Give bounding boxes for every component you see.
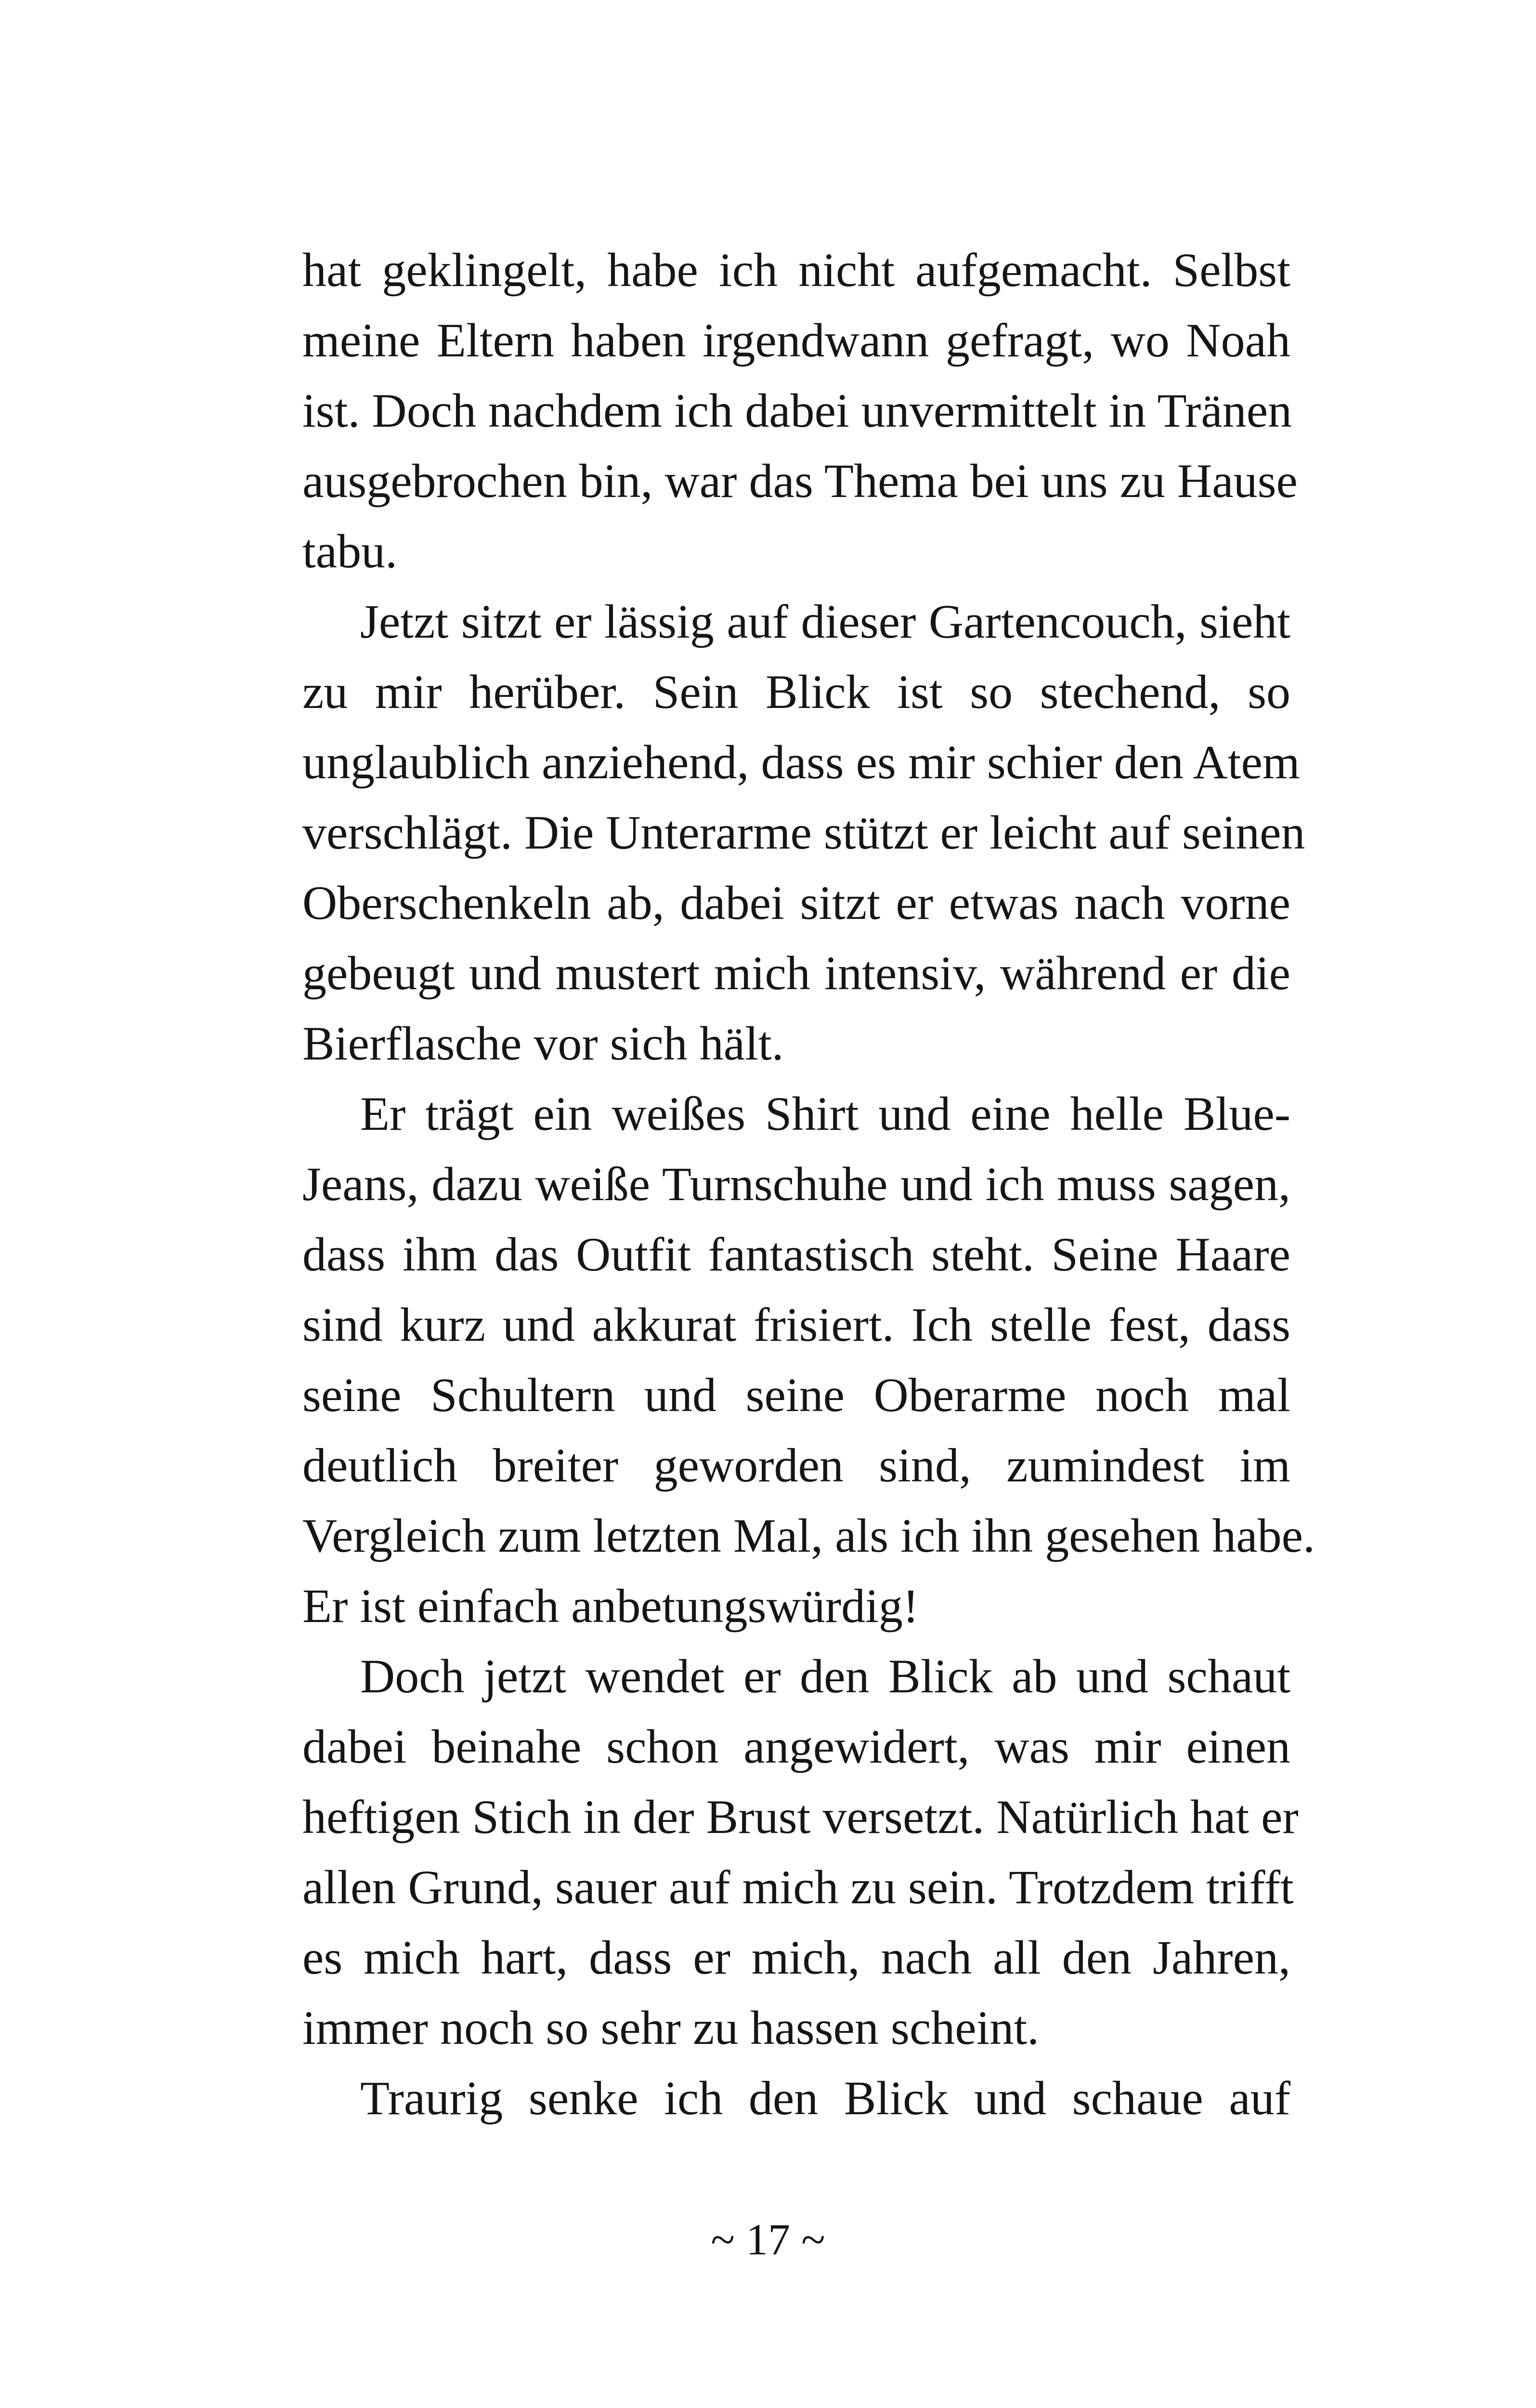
text-line: allen Grund, sauer auf mich zu sein. Trotzdem trifft — [302, 1860, 1294, 1914]
body-text — [302, 235, 1315, 2133]
text-line: zu mir herüber. Sein Blick ist so stechend, so — [302, 665, 1290, 719]
text-line: Jetzt sitzt er lässig auf dieser Gartencouch, sieht — [360, 595, 1290, 648]
text-line: es mich hart, dass er mich, nach all den Jahren, — [302, 1931, 1290, 1984]
paragraph — [302, 235, 1298, 587]
text-line: deutlich breiter geworden sind, zumindest im — [302, 1439, 1290, 1492]
text-line: hat geklingelt, habe ich nicht aufgemacht. Selbst — [302, 243, 1290, 297]
paragraph — [302, 1641, 1299, 2063]
text-line: ausgebrochen bin, war das Thema bei uns zu Hause — [302, 454, 1298, 508]
text-line: Vergleich zum letzten Mal, als ich ihn gesehen habe. — [302, 1509, 1315, 1562]
page-number: ~ 17 ~ — [711, 2215, 825, 2264]
text-line: verschlägt. Die Unterarme stützt er leicht auf seinen — [302, 806, 1305, 859]
paragraph — [302, 2063, 1290, 2133]
paragraph — [302, 1079, 1315, 1641]
text-line: dass ihm das Outfit fantastisch steht. Seine Haare — [302, 1228, 1290, 1281]
text-line: gebeugt und mustert mich intensiv, während er die — [302, 946, 1290, 1000]
text-line: meine Eltern haben irgendwann gefragt, wo Noah — [302, 314, 1290, 367]
text-line: heftigen Stich in der Brust versetzt. Natürlich hat er — [302, 1790, 1299, 1844]
text-line: tabu. — [302, 524, 398, 578]
paragraph — [302, 587, 1305, 1079]
text-line: Er trägt ein weißes Shirt und eine helle Blue- — [360, 1087, 1290, 1140]
text-line: ist. Doch nachdem ich dabei unvermittelt in Tränen — [302, 384, 1292, 437]
text-line: Jeans, dazu weiße Turnschuhe und ich muss sagen, — [302, 1157, 1290, 1211]
text-line: unglaublich anziehend, dass es mir schier den Atem — [302, 735, 1300, 789]
text-line: dabei beinahe schon angewidert, was mir einen — [302, 1720, 1290, 1773]
text-line: seine Schultern und seine Oberarme noch mal — [302, 1368, 1290, 1422]
text-line: Traurig senke ich den Blick und schaue auf — [360, 2071, 1290, 2125]
text-line: Bierflasche vor sich hält. — [302, 1017, 784, 1070]
text-line: Oberschenkeln ab, dabei sitzt er etwas nach vorne — [302, 876, 1290, 929]
text-line: Doch jetzt wendet er den Blick ab und schaut — [360, 1649, 1290, 1703]
text-line: sind kurz und akkurat frisiert. Ich stelle fest, dass — [302, 1298, 1290, 1351]
text-line: Er ist einfach anbetungswürdig! — [302, 1579, 919, 1633]
text-line: immer noch so sehr zu hassen scheint. — [302, 2001, 1040, 2055]
